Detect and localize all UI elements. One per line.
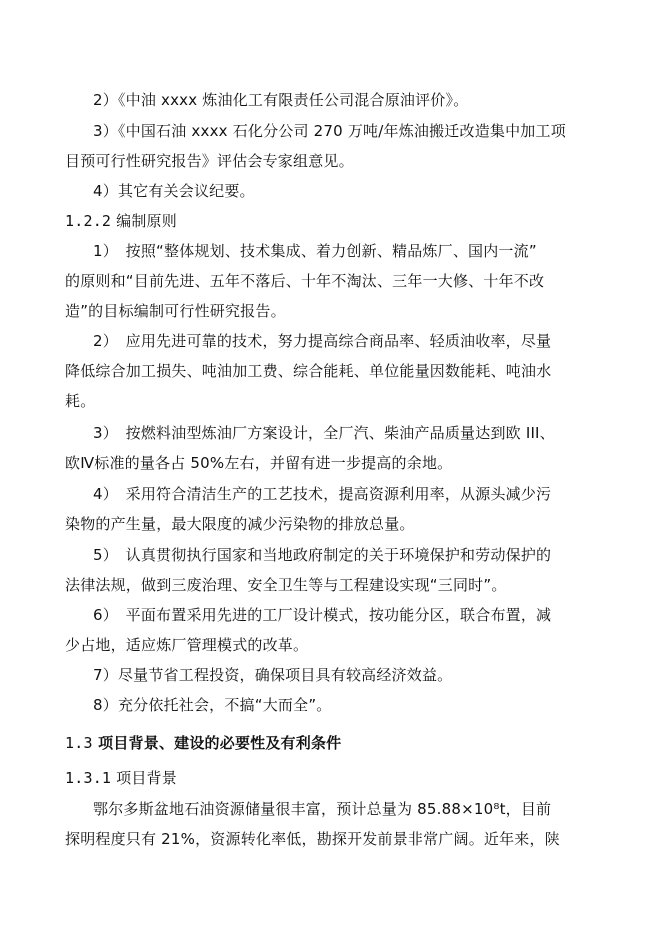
section-heading-1-2-2 (65, 211, 177, 231)
reference-item-3-line-2: 目预可行性研究报告》评估会专家组意见。 (65, 152, 354, 170)
principle-3-line-2: 欧Ⅳ标准的量各占 50%左右，并留有进一步提高的余地。 (65, 454, 453, 472)
section-number: 1.3.1 (65, 769, 112, 787)
background-line-1: 鄂尔多斯盆地石油资源储量很丰富，预计总量为 85.88×10⁸t，目前 (93, 800, 552, 818)
principle-5-line-2: 法律法规，做到三废治理、安全卫生等与工程建设实现“三同时”。 (65, 576, 507, 594)
principle-2-line-3: 耗。 (65, 392, 96, 410)
principle-4-line-2: 染物的产生量，最大限度的减少污染物的排放总量。 (65, 515, 415, 533)
principle-8: 8）充分依托社会，不搞“大而全”。 (93, 696, 332, 714)
principle-3-line-1: 3） 按燃料油型炼油厂方案设计，全厂汽、柴油产品质量达到欧 III、 (93, 424, 555, 442)
principle-6-line-2: 少占地，适应炼厂管理模式的改革。 (65, 636, 309, 654)
reference-item-4: 4）其它有关会议纪要。 (93, 182, 255, 200)
principle-7: 7）尽量节省工程投资，确保项目具有较高经济效益。 (93, 666, 453, 684)
section-number: 1.2.2 (65, 212, 112, 230)
section-heading-1-3 (65, 733, 341, 753)
section-number: 1.3 (65, 734, 93, 752)
principle-1-line-1: 1） 按照“整体规划、技术集成、着力创新、精品炼厂、国内一流” (93, 242, 537, 260)
principle-1-line-3: 造”的目标编制可行性研究报告。 (65, 302, 286, 320)
reference-item-2: 2）《中油 xxxx 炼油化工有限责任公司混合原油评价》。 (93, 91, 469, 109)
section-heading-1-3-1 (65, 768, 177, 788)
principle-2-line-2: 降低综合加工损失、吨油加工费、综合能耗、单位能量因数能耗、吨油水 (65, 362, 552, 380)
section-title: 项目背景、建设的必要性及有利条件 (98, 734, 342, 752)
section-title: 项目背景 (116, 769, 177, 787)
background-line-2: 探明程度只有 21%，资源转化率低，勘探开发前景非常广阔。近年来，陕 (65, 830, 560, 848)
reference-item-3-line-1: 3）《中国石油 xxxx 石化分公司 270 万吨/年炼油搬迁改造集中加工项 (93, 122, 566, 140)
principle-6-line-1: 6） 平面布置采用先进的工厂设计模式，按功能分区，联合布置，减 (93, 606, 552, 624)
section-title: 编制原则 (116, 212, 177, 230)
principle-2-line-1: 2） 应用先进可靠的技术，努力提高综合商品率、轻质油收率，尽量 (93, 332, 552, 350)
principle-5-line-1: 5） 认真贯彻执行国家和当地政府制定的关于环境保护和劳动保护的 (93, 546, 552, 564)
principle-4-line-1: 4） 采用符合清洁生产的工艺技术，提高资源利用率，从源头减少污 (93, 485, 552, 503)
principle-1-line-2: 的原则和“目前先进、五年不落后、十年不淘汰、三年一大修、十年不改 (65, 272, 545, 290)
